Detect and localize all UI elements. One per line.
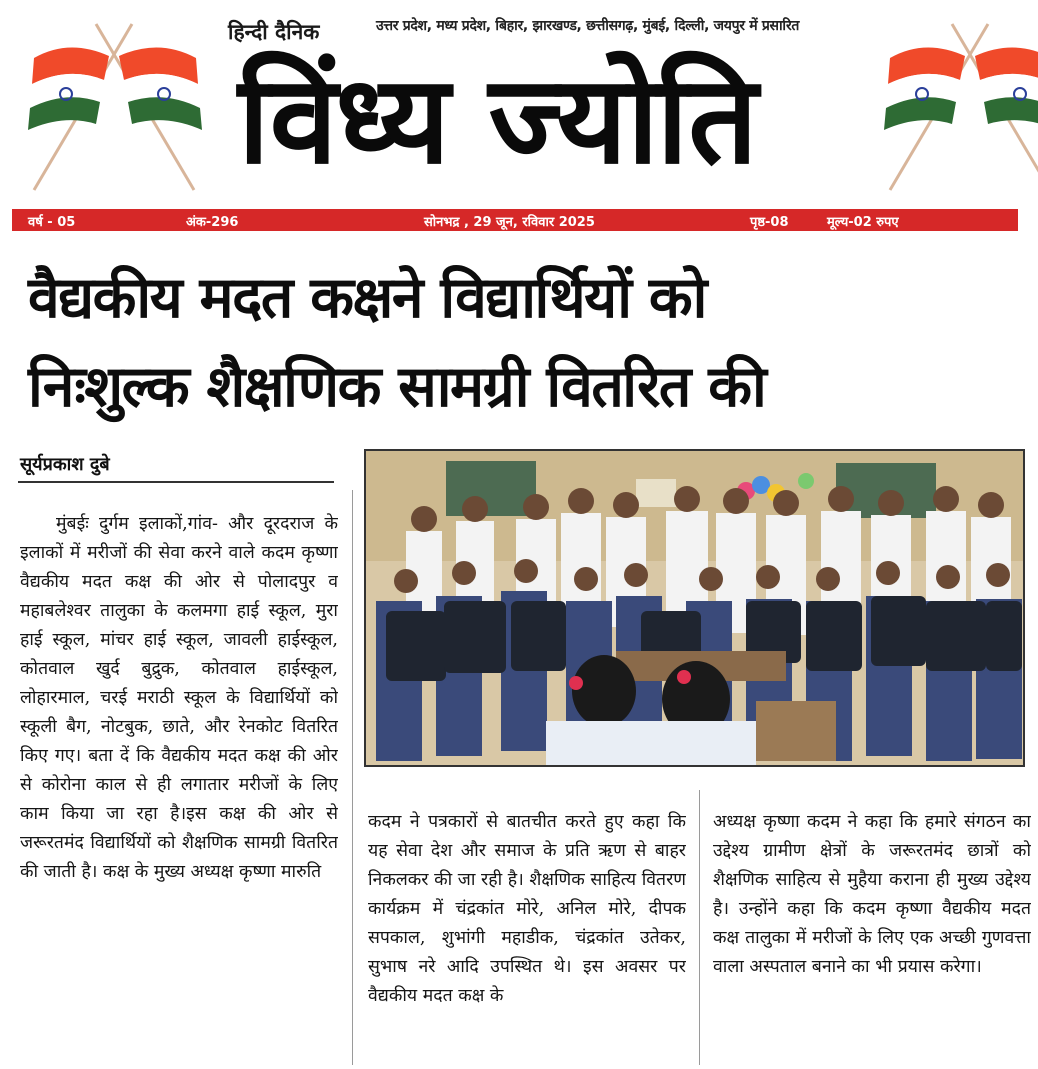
price-label: मूल्य-02 रुपए — [827, 215, 899, 230]
news-photo — [364, 449, 1025, 767]
crossed-flags-icon-left — [14, 18, 214, 193]
column-2-text: कदम ने पत्रकारों से बातचीत करते हुए कहा कि यह सेवा देश और समाज के प्रति ऋण से बाहर निकलकर की जा रही है। शैक्षणिक साहित्य वितरण कार्यक्रम में चंद्रकांत मोरे, अनिल मोरे, दीपक सपकाल, शुभांगी महाडीक, चंद्रकांत उतेकर, सुभाष नरे आदि उपस्थित थे। इस अवसर पर वैद्यकीय मदत कक्ष के — [368, 812, 686, 1006]
students-group-photo-image — [366, 451, 1023, 765]
column-1-text: मुंबईः दुर्गम इलाकों,गांव- और दूरदराज के इलाकों में मरीजों की सेवा करने वाले कदम कृष्णा वैद्यकीय मदत कक्ष की ओर से पोलादपुर व महाबलेश्वर तालुका के कलमगा हाई स्कूल, मुरा हाई स्कूल, मांचर हाई स्कूल, जावली हाईस्कूल, कोतवाल खुर्द बुद्रुक, कोतवाल हाईस्कूल, लोहारमाल, चरई मराठी स्कूल के विद्यार्थियों को स्कूली बैग, नोटबुक, छाते, और रेनकोट वितरित किए गए। बता दें कि वैद्यकीय मदत कक्ष की ओर से कोरोना काल से ही लगातार मरीजों के लिए काम किया जा रहा है।इस कक्ष की ओर से जरूरतमंद विद्यार्थियों को शैक्षणिक सामग्री वितरित की जाती है। कक्ष के मुख्य अध्यक्ष कृष्णा मारुति — [20, 514, 338, 882]
byline: सूर्यप्रकाश दुबे — [20, 454, 110, 475]
headline-line-1: वैद्यकीय मदत कक्षने विद्यार्थियों को — [28, 265, 706, 331]
byline-rule — [18, 481, 334, 483]
column-3-text: अध्यक्ष कृष्णा कदम ने कहा कि हमारे संगठन का उद्देश्य ग्रामीण क्षेत्रों के जरूरतमंद छात्रों को शैक्षणिक साहित्य से मुहैया कराना ही मुख्य उद्देश्य है। उन्होंने कहा कि कदम कृष्णा वैद्यकीय मदत कक्ष तालुका में मरीजों के लिए एक अच्छी गुणवत्ता वाला अस्पताल बनाने का भी प्रयास करेगा। — [713, 812, 1031, 977]
masthead-tagline: हिन्दी दैनिक — [228, 19, 320, 44]
masthead — [0, 0, 1020, 232]
info-bar — [12, 209, 1018, 231]
crossed-flags-icon-right — [870, 18, 1038, 193]
article-column-3 — [713, 808, 1031, 1066]
column-divider-1 — [352, 490, 353, 1065]
circulation-line: उत्तर प्रदेश, मध्य प्रदेश, बिहार, झारखण्ड, छत्तीसगढ़, मुंबई, दिल्ली, जयपुर में प्रसारित — [376, 18, 800, 34]
issue-label: अंक-296 — [186, 215, 239, 230]
article-column-1 — [20, 510, 338, 1065]
headline-line-2: निःशुल्क शैक्षणिक सामग्री वितरित की — [28, 354, 766, 420]
article-column-2 — [368, 808, 686, 1066]
column-divider-2 — [699, 790, 700, 1065]
pages-label: पृष्ठ-08 — [750, 215, 789, 230]
year-label: वर्ष - 05 — [28, 215, 76, 230]
newspaper-title: विंध्य ज्योति — [238, 49, 756, 191]
dateline: सोनभद्र , 29 जून, रविवार 2025 — [424, 215, 595, 230]
